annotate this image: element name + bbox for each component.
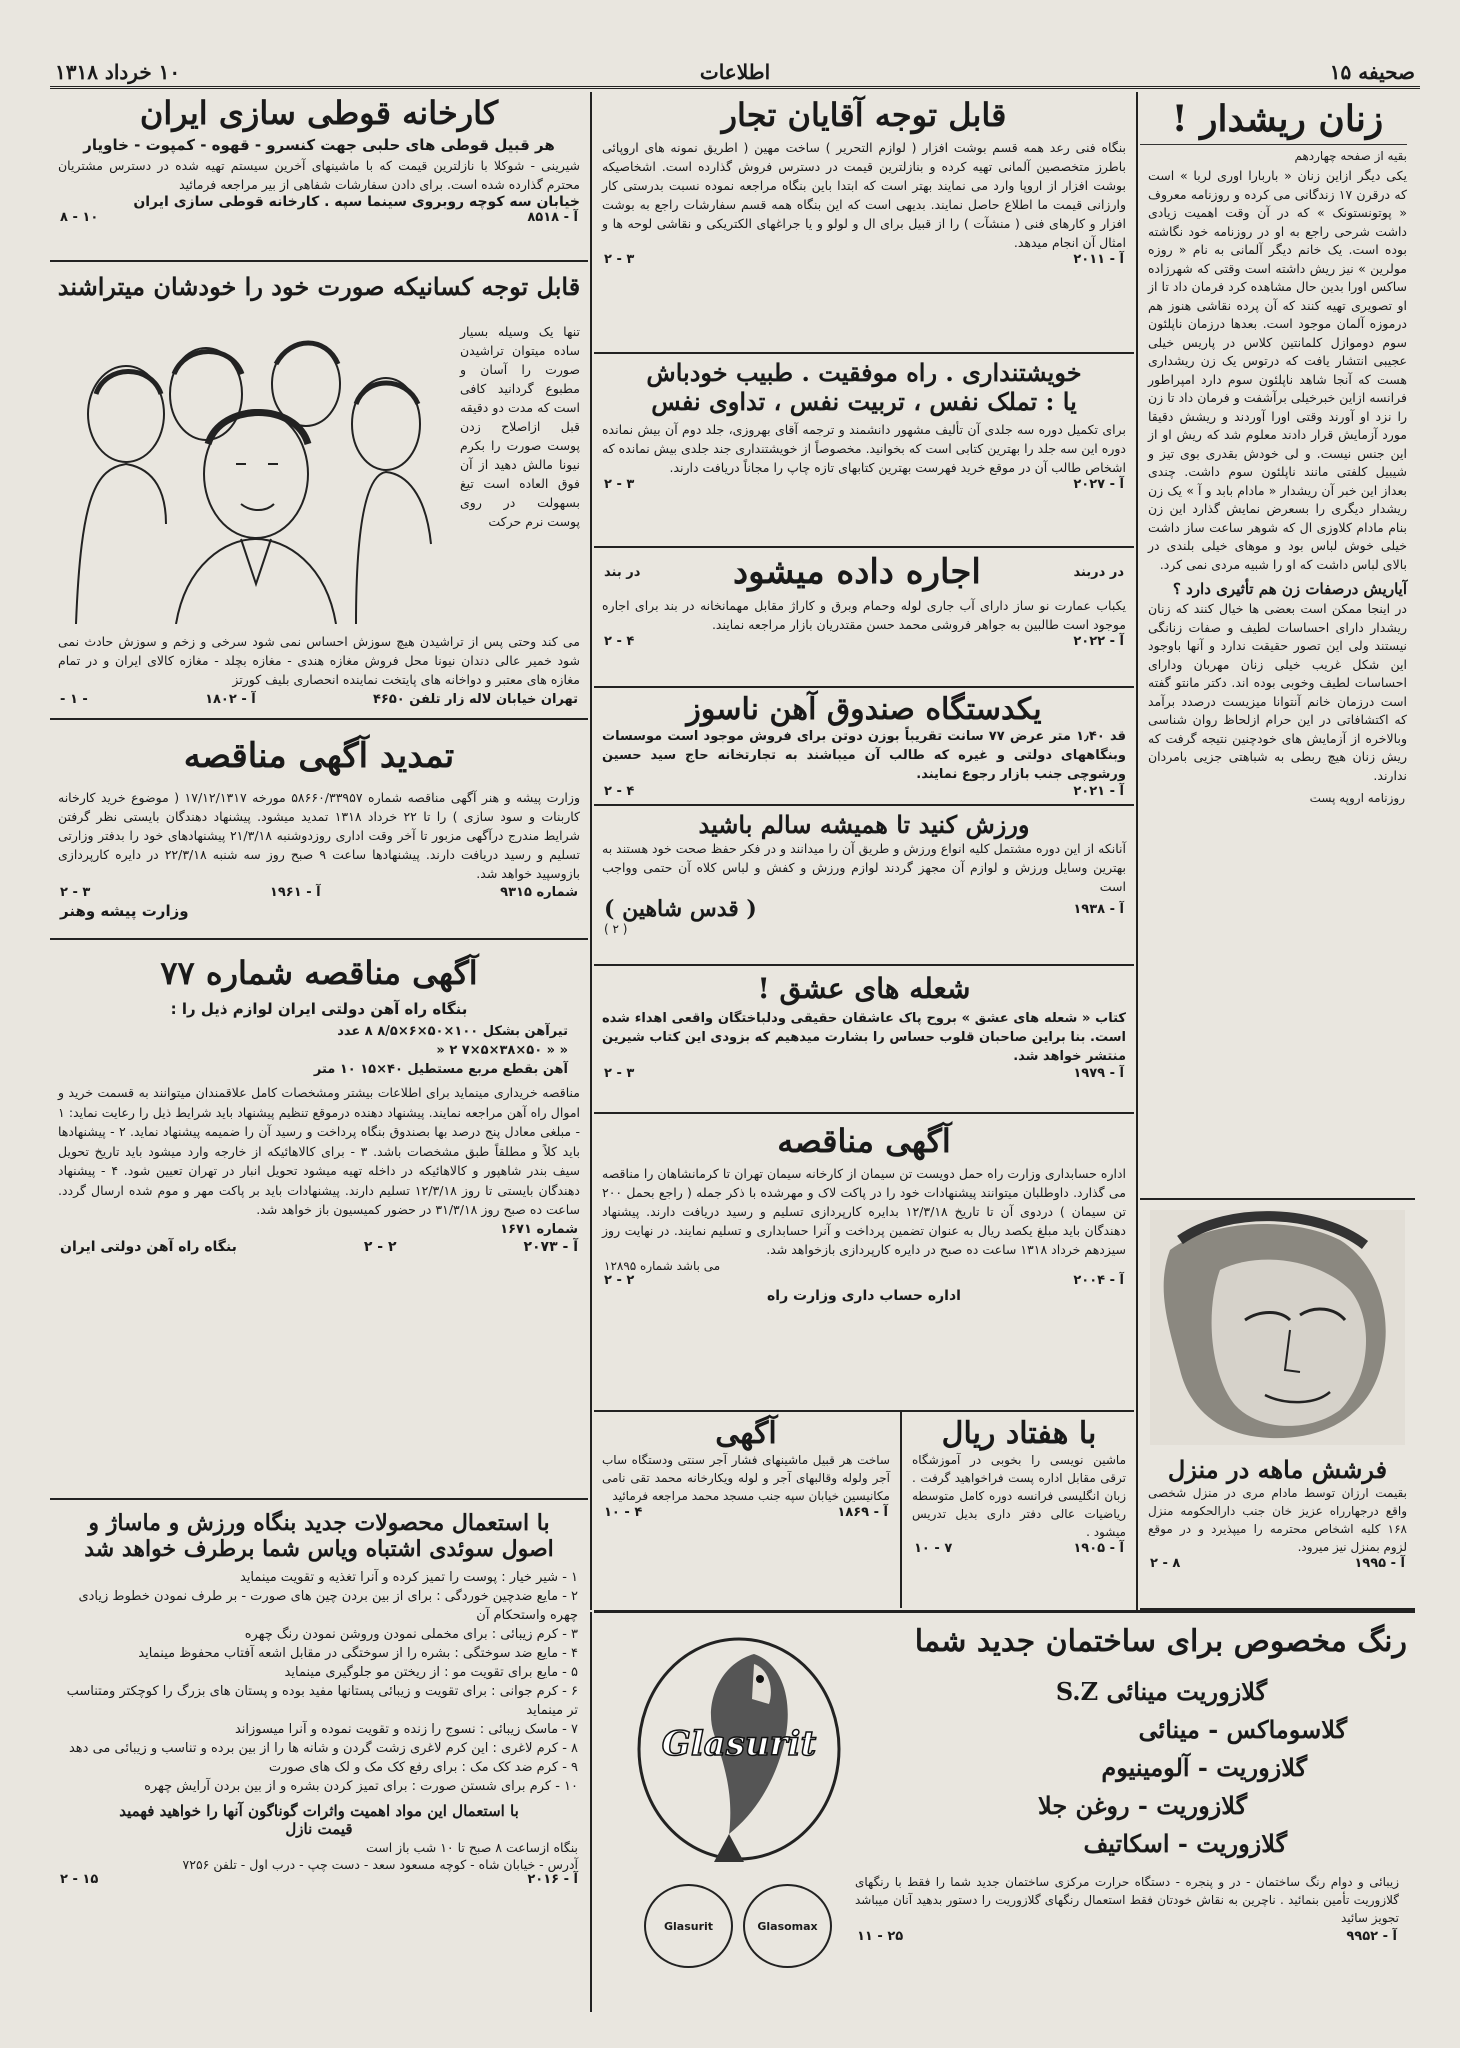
ad-safe-for-sale bbox=[594, 688, 1134, 806]
ad-ref-number: آ - ۲۰۰۴ bbox=[1073, 1273, 1124, 1288]
ad-tender-number: می باشد شماره ۱۲۸۹۵ bbox=[604, 1259, 721, 1273]
ad-ref-code: ۳ - ۲ bbox=[604, 477, 635, 492]
ad-subtitle: بنگاه راه آهن دولتی ایران لوازم ذیل را : bbox=[170, 1000, 468, 1018]
product-item: ۴ - مایع ضد سوختگی : بشره را از سوختگی در مقابل اشعه آفتاب محفوظ مینماید bbox=[138, 1646, 578, 1661]
ad-ref-code: ۷ - ۱۰ bbox=[914, 1541, 953, 1556]
ad-ref-number: آ - ۲۰۱۱ bbox=[1073, 252, 1124, 267]
ad-location-label: در دربند bbox=[1073, 564, 1124, 580]
paint-can-glasurit: Glasurit bbox=[644, 1884, 733, 1968]
ad-signature: بنگاه راه آهن دولتی ایران bbox=[60, 1238, 237, 1255]
header-rule bbox=[50, 86, 1420, 89]
ad-title: آگهی مناقصه شماره ۷۷ bbox=[160, 954, 478, 992]
ad-title: کارخانه قوطی سازی ایران bbox=[139, 94, 499, 132]
ad-shaving-cream bbox=[50, 262, 588, 720]
ad-title: آگهی bbox=[715, 1416, 777, 1451]
product-item: ۲ - مایع ضدچین خوردگی : برای از بین بردن چین های صورت - بر طرف نمودن خطوط زیادی چهره واستحکام آن bbox=[78, 1589, 578, 1623]
column-divider bbox=[590, 1612, 592, 2012]
ad-ref-code: ۲ - ۲ bbox=[363, 1238, 397, 1255]
ad-tender-extension bbox=[50, 720, 588, 940]
ad-title: خویشتنداری . راه موفقیت . طبیب خودباش bbox=[646, 358, 1082, 387]
ad-ref-code: ۳ - ۲ bbox=[604, 1066, 635, 1081]
ad-body: یکباب عمارت نو ساز دارای آب جاری لوله وحمام وبرق و کاراژ مقابل مهمانخانه در بند برای اجاره موجود است طالبین به جواهر فروشی محمد حسن مقتدریان بازار مراجعه نمایند. bbox=[602, 598, 1126, 632]
ad-footer bbox=[50, 692, 588, 707]
column-divider bbox=[1136, 92, 1138, 1610]
ad-ref-number: آ - ۲۰۲۷ bbox=[1073, 477, 1124, 492]
tender-item: آهن بقطع مربع مستطیل ۴۰×۱۵ ۱۰ متر bbox=[313, 1062, 568, 1077]
article-subhead: آیاریش درصفات زن هم تأثیری دارد ؟ bbox=[1172, 580, 1407, 598]
ad-ref-code: ۱۵ - ۲ bbox=[60, 1872, 99, 1887]
ad-hours: بنگاه ازساعت ۸ صبح تا ۱۰ شب باز است bbox=[365, 1840, 578, 1855]
ad-address: آدرس - خیابان شاه - کوچه مسعود سعد - دست چپ - درب اول - تلفن ۷۲۵۶ bbox=[182, 1857, 578, 1872]
ad-title: رنگ مخصوص برای ساختمان جدید شما bbox=[914, 1624, 1407, 1659]
ad-tender-77 bbox=[50, 940, 588, 1500]
ad-body: بقیمت ارزان توسط مادام مری در منزل شخصی واقع درجهارراه عزیز خان جنب دارالحکومه منزل ۱۶۸ کلیه اشخاص محترمه را میپذیرد و در موقع لزوم بمنزل نیز میرود. bbox=[1148, 1486, 1407, 1554]
paint-product-5: گلازوریت - اسکاتیف bbox=[1083, 1829, 1287, 1858]
ad-ref-code: ۲ - ۲ bbox=[604, 1273, 635, 1288]
ad-tender-cement bbox=[594, 1114, 1134, 1412]
ad-ref-number: آ - ۸۵۱۸ bbox=[527, 210, 578, 225]
ad-number: شماره ۱۶۷۱ bbox=[500, 1221, 578, 1237]
product-list bbox=[50, 1562, 588, 1802]
ad-footer-price: قیمت نازل bbox=[285, 1820, 353, 1838]
ad-can-factory bbox=[50, 92, 588, 262]
ad-title: قابل توجه کسانیکه صورت خود را خودشان میتراشند bbox=[57, 272, 581, 301]
portrait-illustration bbox=[1150, 1210, 1405, 1445]
glasurit-logo bbox=[634, 1634, 844, 1974]
ad-body: کتاب « شعله های عشق » بروح پاک عاشقان حقیقی ودلباختگان واقعی اهداء شده است. بنا براین صاحبان قلوب حساس را بشارت میدهیم که بزودی این کتاب شیرین منتشر خواهد شد. bbox=[602, 1011, 1126, 1064]
ad-ref-code: ۱۰ - ۸ bbox=[60, 210, 99, 225]
ad-for-rent bbox=[594, 548, 1134, 688]
tender-item: تیرآهن بشکل ۱۰۰×۵۰×۶×۸/۵ ۸ عدد bbox=[337, 1024, 568, 1039]
ad-ref-number: آ - ۲۰۲۱ bbox=[1073, 784, 1124, 799]
ad-title: با هفتاد ریال bbox=[941, 1416, 1097, 1451]
ad-ref-code: ( ۲ ) bbox=[604, 922, 628, 936]
ad-ref-number: آ - ۱۸۶۹ bbox=[837, 1505, 888, 1520]
ad-reference bbox=[50, 1872, 588, 1887]
ad-body: مناقصه خریداری مینماید برای اطلاعات بیشتر ومشخصات کامل علاقمندان میتوانند به قسمت خرید و اموال راه آهن مراجعه نمایند. پیشنهاد دهنده درموقع تنظیم پیشنهاد باید شرایط ذیل را رعایت نماید: ۱ - مبلغی معادل پنج درصد بها بصندوق بنگاه پرداخت و رسید آن را ضمیمه پیشنهاد نماید. ۲ - پیشنهادها باید کلاً و مطلقاً طبق مشخصات باشد. ۳ - برای کالاهائیکه از خارجه وارد میشود باید تاریخ تحویل سیف بندر شاهپور و کالاهائیکه در داخله تهیه میشود تحویل انبار در تهران تعیین شود. ۴ - پیشنهاد دهندگان بایستی تا روز ۱۲/۳/۱۸ تسلیم دارند. پیشنهادات باید بر پاکت مهر و موم شده ارسال گردد. ساعت ده صبح روز ۳۱/۳/۱۸ در حضور کمیسیون باز خواهد شد. bbox=[58, 1085, 580, 1217]
ad-reference bbox=[594, 477, 1134, 492]
ad-shop-name: ( قدس شاهین ) bbox=[604, 896, 757, 922]
ad-reference bbox=[594, 1273, 1134, 1288]
product-item: ۳ - کرم زیبائی : برای مخملی نمودن وروشن نمودن رنگ چهره bbox=[244, 1627, 578, 1642]
ad-footer bbox=[50, 883, 588, 902]
tender-item: « « ۵۰×۳۸×۵×۷ ۲ « bbox=[436, 1043, 568, 1058]
article-source: روزنامه اروپه پست bbox=[1309, 791, 1405, 805]
ad-title: با استعمال محصولات جدید بنگاه ورزش و ماساژ و bbox=[88, 1510, 550, 1536]
article-body-2: در اینجا ممکن است بعضی ها خیال کنند که زنان ریشدار دارای احساسات لطیف و صفات زنانگی نیستند ولی این تصور حقیقت ندارد و آنها باوجود این شکل غریب خیلی زنان مهربان ودارای احساسات لطیف وخوبی بوده اند. دکتر مانتو گفته است درزمان خانم آنتوانا میزیست درصدد برآمد که اکتشافاتی در این حرام ازلحاظ روان شناسی وبالاخره از آزمایش های خودچنین نتیجه گرفت که ریش زنان هیچ ربطی به شباهتی جزیی بامردان ندارند. bbox=[1148, 601, 1407, 783]
paint-can-glasomax: Glasomax bbox=[743, 1884, 832, 1968]
product-item: ۶ - کرم جوانی : برای تقویت و زیبائی پستانها مفید بوده و پستان های بزرگ را کوچکتر ومتناسب تر مینماید bbox=[66, 1684, 578, 1718]
ad-self-control-book bbox=[594, 354, 1134, 548]
ad-ref-number: آ - ۹۹۵۲ bbox=[1346, 1929, 1397, 1944]
ad-reference bbox=[50, 210, 588, 225]
ad-ref-number: آ - ۱۹۶۱ bbox=[269, 885, 321, 900]
ad-ref-code: - ۱ - bbox=[60, 692, 88, 707]
ad-title-2: اصول سوئدی اشتباه ویاس شما برطرف خواهد شد bbox=[84, 1536, 554, 1562]
ad-side-text: تنها یک وسیله بسیار ساده میتوان تراشیدن صورت را آسان و مطبوع گردانید کافی است که مدت دو دقیقه قبل ازاصلاح زدن پوست صورت را بکرم نیونا مالش دهید از آن فوق العاده است تیغ بسهولت در روی پوست نرم حرکت bbox=[460, 324, 580, 529]
ad-footer bbox=[50, 1220, 588, 1239]
ad-ref-number: آ - ۲۰۷۳ bbox=[523, 1238, 578, 1255]
ad-location-label-2: در بند bbox=[604, 564, 641, 580]
ad-reference bbox=[904, 1541, 1134, 1556]
section-rule bbox=[594, 1610, 1415, 1613]
ad-brick-machines bbox=[594, 1412, 898, 1608]
ad-ref-number: آ - ۱۹۹۵ bbox=[1354, 1556, 1405, 1571]
product-item: ۱ - شیر خیار : پوست را تمیز کرده و آنرا تغذیه و تقویت مینماید bbox=[239, 1570, 578, 1585]
ad-body: ماشین نویسی را بخوبی در آموزشگاه ترقی مقابل اداره پست فراخواهید گرفت . زبان انگلیسی فرانسه دوره کامل متوسطه ریاضیات عالی دفتر داری بدیل تدریس میشود . bbox=[912, 1453, 1126, 1539]
ad-swedish-massage bbox=[50, 1500, 588, 2012]
ad-ref-number: آ - ۲۰۲۲ bbox=[1073, 634, 1124, 649]
ad-body: بنگاه فنی رعد همه قسم بوشت افزار ( لوازم التحریر ) ساخت مهین ( اطریق نمونه های اروپائی باطرز متخصصین آلمانی تهیه کرده و بنازلترین قیمت در دسترس فروش گذارده است. اشخاصیکه بوشت افزار از اروپا وارد می نمایند بهتر است که ابتدا باین بنگاه مراجعه نموده نسبت بدرستی کار وارزانی قیمت ما اطلاع حاصل نمایند. بدیهی است که این بنگاه همه قسم سفارشات راجع به بوشت افزار و کارهای فنی ( منشآت ) را از قبیل برای ال و لولو و یا جراغهای الکتریکی و نقاشی لوحه ها و امثال آن انجام میدهد. bbox=[602, 140, 1126, 250]
ad-merchants-notice bbox=[594, 92, 1134, 354]
ad-ref-number: آ - ۱۹۰۵ bbox=[1073, 1541, 1124, 1556]
ad-body: آنانکه از این دوره مشتمل کلیه انواع ورزش و طریق آن را میدانند و در فکر حفظ صحت خود هستند به بهترین وسایل ورزش و لوازم آن مجهز گردند لوازم ورزش و کفش و لباس کلاه آن حتمی وواجب است bbox=[602, 841, 1126, 894]
ad-title: یکدستگاه صندوق آهن ناسوز bbox=[686, 692, 1042, 727]
ad-number: شماره ۹۳۱۵ bbox=[500, 885, 578, 900]
product-item: ۵ - مایع برای تقویت مو : از ریختن مو جلوگیری مینماید bbox=[284, 1665, 578, 1680]
ad-reference bbox=[594, 784, 1134, 799]
ad-signature: وزارت پیشه وهنر bbox=[60, 902, 189, 920]
men-illustration bbox=[56, 324, 454, 624]
column-divider bbox=[590, 92, 592, 1610]
ad-reference bbox=[1140, 1556, 1415, 1571]
page-header bbox=[55, 60, 1415, 84]
ad-title: قابل توجه آقایان تجار bbox=[721, 96, 1007, 134]
ad-signature: اداره حساب داری وزارت راه bbox=[767, 1288, 961, 1304]
ad-ref-code: ۴ - ۱۰ bbox=[604, 1505, 643, 1520]
ad-ref-number: آ - ۱۸۰۲ bbox=[205, 692, 256, 707]
product-item: ۸ - کرم لاغری : این کرم لاغری زشت گردن و شانه ها را از بین برده و تناسب و زیبائی می دهد bbox=[68, 1741, 578, 1756]
ad-title: شعله های عشق ! bbox=[757, 972, 971, 1005]
ad-ref-number: آ - ۱۹۳۸ bbox=[1073, 901, 1124, 917]
ad-title: اجاره داده میشود bbox=[733, 552, 981, 592]
ad-body: اداره حسابداری وزارت راه حمل دویست تن سیمان از کارخانه سیمان تهران تا کرمانشاهان را مناقصه می گذارد. داوطلبان میتوانند پیشنهادات خود را در پاکت لاک و مهرشده با ذکر جمله ( راجع بحمل ۲۰۰ تن سیمان ) دردوی آن تا تاریخ ۱۲/۳/۱۸ بدایره کارپردازی تسلیم و رسید دریافت دارند. پیشنهاد دهندگان باید مبلغ یکصد ریال به عنوان تضمین پرداخت و آنرا حسابداری و تسلیم نمایند. در نهایت روز سیزدهم خرداد ۱۳۱۸ ساعت ده صبح در دایره کارپردازی بازخواهد شد. bbox=[602, 1166, 1126, 1257]
ad-body: برای تکمیل دوره سه جلدی آن تألیف مشهور دانشمند و ترجمه آقای بهروزی، جلد دوم آن بیش نمانده دوره این سه جلد را بهترین کتابی است که بخوانید. مخصوصاً از خویشتنداری جند جلدی بیش نمانده که اشخاص طالب آن در موقع خرید فهرست بهترین کتابهای تازه چاپ را مجاناً دریافت دارند. bbox=[602, 422, 1126, 475]
ad-title: فرشش ماهه در منزل bbox=[1167, 1455, 1388, 1484]
product-item: ۹ - کرم ضد کک مک : برای رفع کک مک و لک های صورت bbox=[268, 1760, 578, 1775]
ad-footer-slogan: با استعمال این مواد اهمیت واثرات گوناگون آنها را خواهید فهمید bbox=[119, 1802, 519, 1820]
ad-ref-code: ۴ - ۲ bbox=[604, 634, 635, 649]
ad-ref-number: آ - ۱۹۷۹ bbox=[1073, 1066, 1124, 1081]
ad-ref-code: ۸ - ۲ bbox=[1150, 1556, 1181, 1571]
paint-product-1: گلازوریت مینائی S.Z bbox=[1055, 1677, 1267, 1706]
ad-reference bbox=[847, 1929, 1407, 1944]
article-body: یکی دیگر ازاین زنان « باربارا اوری لربا » است که درقرن ۱۷ زندگانی می کرده و روزنامه معروف « پوتونستونک » که در آن وقت اهمیت زیادی داشت شرحی راجع به او در روزنامه خود نگاشته بوده است. یک خانم دیگر آلمانی به نام « روزه مولرین » نیز ریش داشته است وقتی که شهرزاده ساکس اورا بدین حال مشاهده کرد فرمان داد تا از او تصویری تهیه کنند که آن پرده نقاشی هنوز هم درموزه آلمان موجود است. بعدها درزمان ناپلئون سوم دوموازل کلمانتین کلاس در پاریس خیلی عجیبی انتشار یافت که درتوس یک زن ریشداری هست که آنجا شاهد ناپلئون سوم دارد امپراطور فرانسه ازاین خبرخیلی برآشفت و فرمان داد تا زن را نزد او آورند وقتی اورا آوردند و ریشش دقیقا مورد آزمایش قرار دادند معلوم شد که ریش او از این جنس نیست. و لی خودش بقدری بوی تیز و شیبیل کلفتی مانند ناپلئون سوم داشت. چندی بعداز این خبر آن ریشدار « مادام بابد و آ » یک زن ریشدار دیگری را بسعرض نمایش گذارد این زن بنام مادام کلاوزی ال که شوهر ساعت ساز داشت خیلی خوش لباس بود و موهای خیلی بلندی در بالای لباس داشت که او را شبیه مردی نمی کرد. bbox=[1148, 168, 1407, 572]
tender-items bbox=[50, 1018, 588, 1083]
brand-wordmark: Glasurit bbox=[661, 1724, 817, 1764]
product-item: ۱۰ - کرم برای شستن صورت : برای تمیز کردن بشره و از بین بردن آرایش چهره bbox=[144, 1779, 578, 1794]
article-title: زنان ریشدار ! bbox=[1171, 98, 1384, 140]
product-item: ۷ - ماسک زیبائی : نسوج را زنده و تقویت نموده و آنرا میسوزاند bbox=[234, 1722, 578, 1737]
paint-product-3: گلازوریت - آلومینیوم bbox=[1101, 1753, 1307, 1782]
ad-body: زیبائی و دوام رنگ ساختمان - در و پنجره - دستگاه حرارت مرکزی ساختمان جدید شما را فقط با رنگهای گلازوریت تأمین بنمائید . ناچرین به نقاش خودتان فقط استعمال رنگهای گلازوریت را دستور بدهید آنان میباشد تجویز سائید bbox=[855, 1875, 1399, 1925]
ad-subtitle: هر قبیل قوطی های حلبی جهت کنسرو - قهوه - کمپوت - خاویار bbox=[83, 136, 555, 154]
ad-body: شیرینی - شوکلا با نازلترین قیمت که با ماشینهای آخرین سیستم تهیه شده در دسترس مشتریان محترم گذارده شده است. برای دادن سفارشات شفاهی از بیر مراجعه فرمائید bbox=[58, 158, 580, 192]
paper-masthead: اطلاعات bbox=[699, 60, 771, 84]
ad-body: ساخت هر قبیل ماشینهای فشار آجر سنتی ودستگاه ساب آجر ولوله وقالبهای آجر و لوله ویکارخانه محمد تقی نامی مکانیسین خیابان سپه جنب مسجد محمد مراجعه فرمائید bbox=[602, 1453, 890, 1503]
ad-title: ورزش کنید تا همیشه سالم باشید bbox=[698, 810, 1030, 839]
ad-body: قد ۱٫۴۰ متر عرض ۷۷ سانت تقریباً بوزن دوتن برای فروش موجود است موسسات وبنگاههای دولتی و غیره که طالب آن میباشند به تجارتخانه حاج سید حسین ورشوچی جنب بازار رجوع نمایند. bbox=[602, 729, 1126, 782]
ad-ref-number: آ - ۲۰۱۶ bbox=[527, 1872, 578, 1887]
ad-reference bbox=[594, 1066, 1134, 1081]
page-number: صحیفه ۱۵ bbox=[1329, 60, 1415, 84]
ad-body: وزارت پیشه و هنر آگهی مناقصه شماره ۵۸۶۶۰/۳۳۹۵۷ مورخه ۱۷/۱۲/۱۳۱۷ ( موضوع خرید کارخانه کاربنات و سود سازی ) را تا ۲۲ خرداد ۱۳۱۸ تمدید میشود. پیشنهاد دهندگان بایستی نظر گرفتن شرایط مندرج درآگهی مزبور تا آخر وقت اداری روزدوشنبه ۲۱/۳/۱۸ پیشنهادهای خود را بدفتر وزارتی تسلیم و رسید دریافت دارند. پیشنهادها ساعت ۹ صبح روز سه شنبه ۲۲/۳/۱۸ در دایره کارپردازی بازوسپید خواهد شد. bbox=[58, 790, 581, 881]
ad-footer-2 bbox=[50, 1239, 588, 1255]
ad-reference bbox=[594, 252, 1134, 267]
ad-address: خیابان سه کوچه روبروی سینما سپه . کارخانه قوطی سازی ایران bbox=[133, 194, 580, 210]
issue-date: ۱۰ خرداد ۱۳۱۸ bbox=[55, 60, 181, 84]
ad-ref-code: ۲۵ - ۱۱ bbox=[857, 1929, 904, 1944]
article-continued-note: بقیه از صفحه چهاردهم bbox=[1140, 144, 1407, 163]
ad-body: می کند وحتی پس از تراشیدن هیچ سوزش احساس نمی شود سرخی و زخم و سوزش حادث نمی شود خمیر عالی دندان نیونا محل فروش مغازه هندی - مغازه بچلد - مغازه کالای ایران و در تمام مغازه های معتبر و دواخانه های پایتخت نماینده انحصاری بلیف کورتز bbox=[58, 634, 580, 687]
paint-product-2: گلاسوماکس - مینائی bbox=[1138, 1715, 1347, 1744]
paint-product-4: گلازوریت - روغن جلا bbox=[1038, 1791, 1247, 1820]
ad-love-flames-book bbox=[594, 966, 1134, 1114]
ad-reference bbox=[594, 634, 1134, 649]
ad-seventy-riyal bbox=[904, 1412, 1134, 1608]
ad-phone: تهران خیابان لاله زار تلفن ۴۶۵۰ bbox=[372, 692, 578, 707]
ad-reference bbox=[594, 1505, 898, 1520]
ad-title-2: یا : تملک نفس ، تربیت نفس ، تداوی نفس bbox=[651, 387, 1077, 416]
ad-ref-code: ۳ - ۲ bbox=[60, 885, 91, 900]
ad-title: آگهی مناقصه bbox=[777, 1122, 951, 1160]
ad-ref-code: ۴ - ۲ bbox=[604, 784, 635, 799]
column-divider bbox=[900, 1412, 902, 1608]
article-bearded-women bbox=[1140, 92, 1415, 1200]
ad-title: تمدید آگهی مناقصه bbox=[183, 736, 455, 776]
ad-ref-code: ۳ - ۲ bbox=[604, 252, 635, 267]
ad-glasurit-paint bbox=[594, 1614, 1415, 2014]
ad-home-massage bbox=[1140, 1455, 1415, 1610]
ad-sports bbox=[594, 806, 1134, 966]
